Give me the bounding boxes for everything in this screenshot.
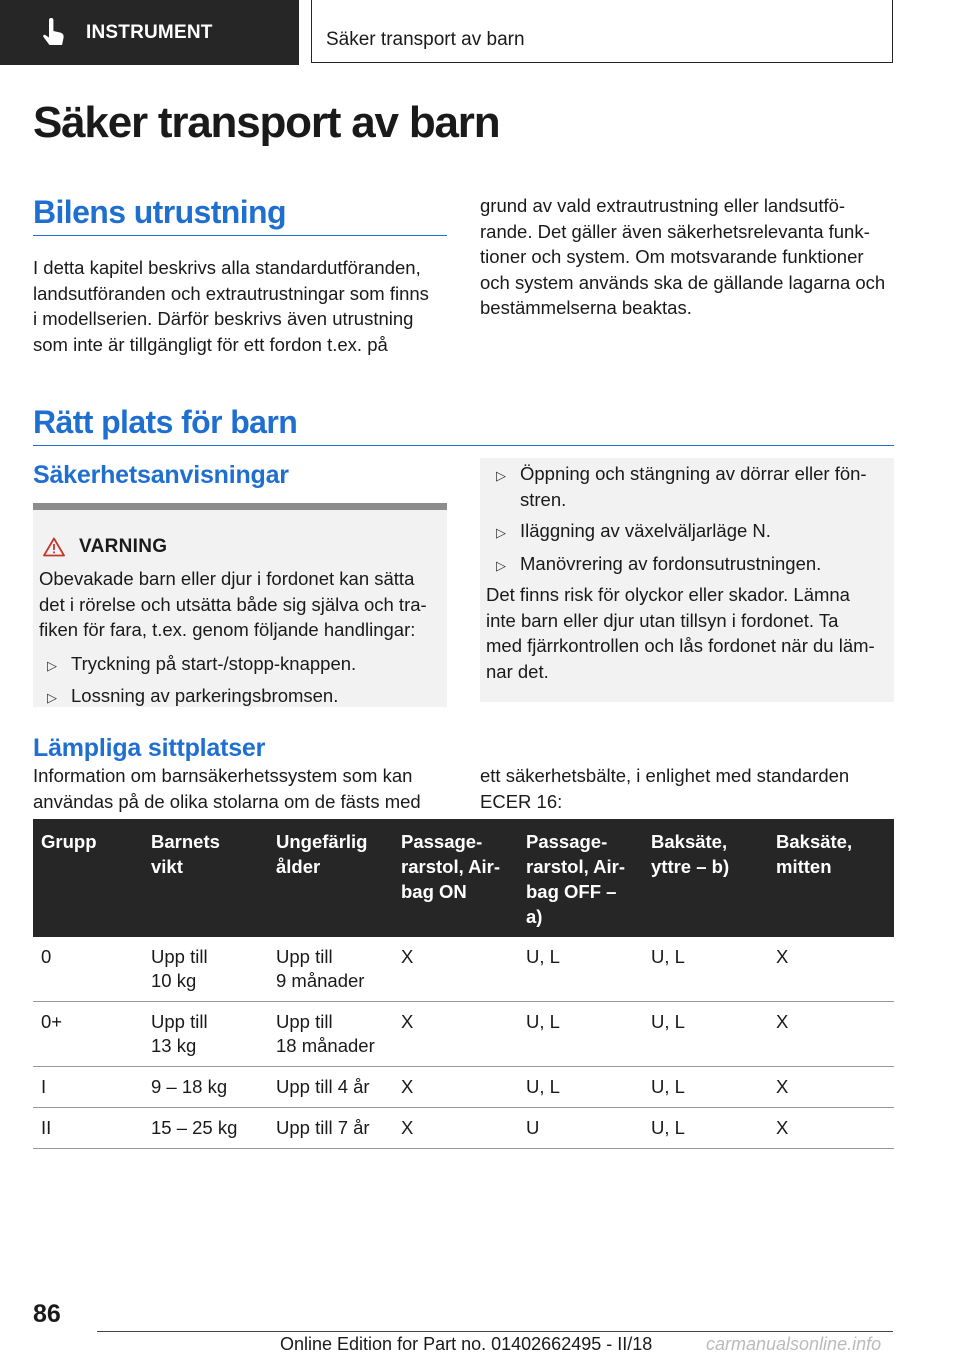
- table-cell: X: [768, 1067, 894, 1108]
- column-header: Barnets vikt: [151, 831, 220, 877]
- bullet-triangle-icon: ▷: [496, 468, 506, 483]
- table-cell: X: [768, 937, 894, 1002]
- text-line: grund av vald extrautrustning eller landsutfö-: [480, 195, 846, 216]
- table-cell: U, L: [643, 1108, 768, 1149]
- column-header: Passage- rarstol, Air- bag ON: [401, 831, 501, 902]
- table-cell: X: [393, 1067, 518, 1108]
- warning-consequence-text: [486, 582, 875, 684]
- bullet-triangle-icon: ▷: [496, 558, 506, 573]
- warning-label: VARNING: [79, 536, 168, 557]
- touch-hand-icon: [40, 18, 66, 48]
- table-cell: Upp till 18 månader: [268, 1002, 393, 1067]
- seating-table: [33, 819, 894, 1149]
- column-header: Passage- rarstol, Air- bag OFF – a): [526, 831, 626, 927]
- text-line: rande. Det gäller även säkerhetsrelevanta funk-: [480, 220, 870, 242]
- table-row: [33, 937, 894, 1002]
- table-cell: Upp till 10 kg: [143, 937, 268, 1002]
- text-line: tioner och system. Om motsvarande funktioner: [480, 246, 864, 267]
- text-line: ett säkerhetsbälte, i enlighet med standarden: [480, 765, 850, 786]
- text-line: som inte är tillgängligt för ett fordon t.ex. på: [33, 333, 388, 355]
- table-body: [33, 937, 894, 1149]
- table-cell: I: [33, 1067, 143, 1108]
- bullet-triangle-icon: ▷: [47, 690, 57, 705]
- table-cell: U, L: [518, 937, 643, 1002]
- list-item: ▷ Iläggning av växelväljarläge N.: [496, 518, 771, 546]
- text-line: Information om barnsäkerhetssystem som kan: [33, 765, 413, 786]
- section-rule: [33, 235, 447, 236]
- heading-lampliga-sittplatser: Lämpliga sittplatser: [33, 734, 266, 762]
- table-cell: U, L: [643, 937, 768, 1002]
- footer-rule: [97, 1331, 893, 1332]
- warning-box: [33, 503, 447, 707]
- text-line: fiken för fara, t.ex. genom följande handlingar:: [39, 619, 416, 640]
- text-line: ECER 16:: [480, 790, 563, 812]
- column-header: Baksäte, mitten: [776, 831, 853, 877]
- warning-text: [39, 566, 427, 643]
- text-line: det i rörelse och utsätta både sig själva och tra-: [39, 593, 427, 615]
- header-chapter-box: [311, 0, 893, 63]
- table-cell: U, L: [518, 1067, 643, 1108]
- header-section-tab: [0, 0, 299, 65]
- list-item: ▷ Lossning av parkeringsbromsen.: [47, 683, 338, 711]
- text-line: i modellserien. Därför beskrivs även utrustning: [33, 308, 414, 329]
- text-line: och system används ska de gällande lagarna och: [480, 271, 886, 293]
- text-line: Det finns risk för olyckor eller skador. Lämna: [486, 584, 850, 605]
- table-cell: U, L: [643, 1002, 768, 1067]
- footer-edition: Online Edition for Part no. 01402662495 - II/18: [280, 1334, 653, 1354]
- list-item: ▷ Öppning och stängning av dörrar eller fön- stren.: [496, 461, 867, 512]
- table-cell: X: [393, 1108, 518, 1149]
- table-cell: X: [768, 1108, 894, 1149]
- seating-intro-right: [480, 763, 849, 814]
- intro-paragraph-left: [33, 255, 429, 357]
- page-title: Säker transport av barn: [33, 98, 500, 147]
- section-rule: [33, 445, 894, 446]
- text-line: användas på de olika stolarna om de fästs med: [33, 790, 421, 812]
- heading-sakerhetsanvisningar: Säkerhetsanvisningar: [33, 461, 289, 489]
- text-line: Obevakade barn eller djur i fordonet kan sätta: [39, 568, 415, 589]
- list-item: ▷ Tryckning på start-/stopp-knappen.: [47, 651, 356, 679]
- header-section-label: INSTRUMENT: [86, 21, 213, 43]
- list-item: ▷ Manövrering av fordonsutrustningen.: [496, 551, 821, 579]
- table-cell: 0+: [33, 1002, 143, 1067]
- warning-title: [43, 536, 167, 558]
- table-cell: II: [33, 1108, 143, 1149]
- table-row: [33, 1108, 894, 1149]
- text-line: landsutföranden och extrautrustningar som finns: [33, 282, 429, 304]
- table-cell: X: [393, 937, 518, 1002]
- table-cell: U: [518, 1108, 643, 1149]
- column-header: Grupp: [41, 831, 97, 852]
- table-cell: X: [393, 1002, 518, 1067]
- header-chapter-label: Säker transport av barn: [326, 29, 525, 50]
- table-header-row: [33, 819, 894, 937]
- heading-ratt-plats: Rätt plats för barn: [33, 404, 298, 440]
- table-cell: Upp till 9 månader: [268, 937, 393, 1002]
- bullet-triangle-icon: ▷: [47, 658, 57, 673]
- column-header: Baksäte, yttre – b): [651, 831, 730, 877]
- column-header: Ungefärlig ålder: [276, 831, 368, 877]
- table-cell: Upp till 13 kg: [143, 1002, 268, 1067]
- warning-triangle-icon: [43, 537, 65, 557]
- table-cell: 15 – 25 kg: [143, 1108, 268, 1149]
- text-line: inte barn eller djur utan tillsyn i fordonet. Ta: [486, 609, 839, 631]
- seating-intro-left: [33, 763, 421, 814]
- text-line: bestämmelserna beaktas.: [480, 297, 692, 318]
- intro-paragraph-right: [480, 193, 885, 321]
- table-row: [33, 1067, 894, 1108]
- footer-watermark: carmanualsonline.info: [706, 1334, 882, 1354]
- table-cell: X: [768, 1002, 894, 1067]
- table-cell: U, L: [643, 1067, 768, 1108]
- table-cell: Upp till 7 år: [268, 1108, 393, 1149]
- table-row: [33, 1002, 894, 1067]
- table-cell: U, L: [518, 1002, 643, 1067]
- bullet-triangle-icon: ▷: [496, 525, 506, 540]
- text-line: med fjärrkontrollen och lås fordonet när du läm-: [486, 635, 875, 656]
- table-cell: Upp till 4 år: [268, 1067, 393, 1108]
- warning-box-continued: [480, 458, 894, 702]
- text-line: I detta kapitel beskrivs alla standardutföranden,: [33, 257, 421, 278]
- heading-bilens-utrustning: Bilens utrustning: [33, 194, 286, 230]
- table-cell: 9 – 18 kg: [143, 1067, 268, 1108]
- table-cell: 0: [33, 937, 143, 1002]
- text-line: nar det.: [486, 660, 549, 682]
- page-number: 86: [33, 1300, 61, 1328]
